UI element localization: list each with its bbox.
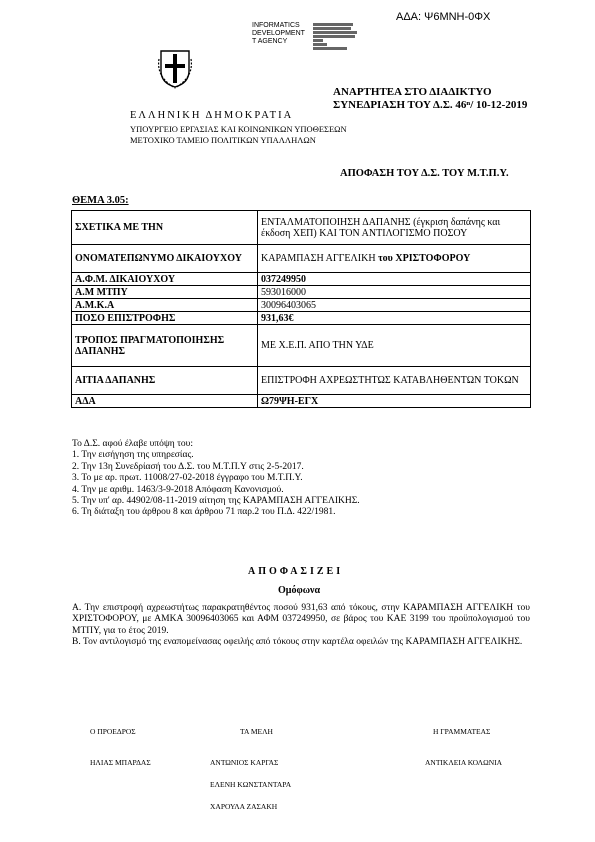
table-row <box>72 245 531 273</box>
row-label: ΑΔΑ <box>72 395 258 408</box>
row-label: Α.Μ.Κ.Α <box>72 299 258 312</box>
row-value: ΕΠΙΣΤΡΟΦΗ ΑΧΡΕΩΣΤΗΤΩΣ ΚΑΤΑΒΛΗΘΕΝΤΩΝ ΤΟΚΩΝ <box>258 367 531 395</box>
list-item: 1. Την εισήγηση της υπηρεσίας. <box>72 450 194 461</box>
republic-title: ΕΛΛΗΝΙΚΗ ΔΗΜΟΚΡΑΤΙΑ <box>130 110 294 121</box>
ministry-block: ΥΠΟΥΡΓΕΙΟ ΕΡΓΑΣΙΑΣ ΚΑΙ ΚΟΙΝΩΝΙΚΩΝ ΥΠΟΘΕΣΕΩΝ ΜΕΤΟΧΙΚΟ ΤΑΜΕΙΟ ΠΟΛΙΤΙΚΩΝ ΥΠΑΛΛΗΛΩΝ <box>130 124 347 145</box>
row-label: Α.Φ.Μ. ΔΙΚΑΙΟΥΧΟΥ <box>72 273 258 286</box>
greek-emblem-icon <box>158 47 192 94</box>
decision-paragraph-a: Α. Την επιστροφή αχρεωστήτως παρακρατηθέντος ποσού 931,63 από τόκους, στην ΚΑΡΑΜΠΑΣΗ ΑΓΓΕΛΙΚΗ του ΧΡΙΣΤΟΦΟΡΟΥ, με ΑΜΚΑ 30096403065 και ΑΦΜ 037249950, σε βάρος του ΚΑΕ 3199 του προϋπολογισμού του ΜΤΠΥ, για το έτος 2019. <box>72 603 530 636</box>
table-row <box>72 325 531 367</box>
list-item: 4. Την με αριθμ. 1463/3-9-2018 Απόφαση Κανονισμού. <box>72 484 284 495</box>
row-label: ΑΙΤΙΑ ΔΑΠΑΝΗΣ <box>72 367 258 395</box>
row-value: 037249950 <box>258 273 531 286</box>
table-row <box>72 299 531 312</box>
list-item: 5. Την υπ' αρ. 44902/08-11-2019 αίτηση της ΚΑΡΑΜΠΑΣΗ ΑΓΓΕΛΙΚΗΣ. <box>72 496 360 507</box>
decision-body <box>72 603 530 649</box>
decides-heading: ΑΠΟΦΑΣΙΖΕΙ <box>248 566 344 577</box>
member-name: ΑΝΤΩΝΙΟΣ ΚΑΡΓΑΣ <box>210 758 279 767</box>
president-title: Ο ΠΡΟΕΔΡΟΣ <box>90 727 136 736</box>
row-value: 593016000 <box>258 286 531 299</box>
table-row <box>72 312 531 325</box>
row-value: 30096403065 <box>258 299 531 312</box>
row-value: 931,63€ <box>258 312 531 325</box>
table-row <box>72 367 531 395</box>
secretary-title: Η ΓΡΑΜΜΑΤΕΑΣ <box>433 727 491 736</box>
list-item: 3. Το με αρ. πρωτ. 11008/27-02-2018 έγγραφο του Μ.Τ.Π.Υ. <box>72 473 303 484</box>
unanimous-label: Ομόφωνα <box>278 585 321 596</box>
informatics-agency-logo-text: INFORMATICS DEVELOPMENT T AGENCY <box>252 22 305 45</box>
list-item: 2. Την 13η Συνεδρίασή του Δ.Σ. του Μ.Τ.Π.Υ στις 2-5-2017. <box>72 461 304 472</box>
secretary-name: ΑΝΤΙΚΛΕΙΑ ΚΟΛΩΝΙΑ <box>425 758 503 767</box>
publish-notice: ΑΝΑΡΤΗΤΕΑ ΣΤΟ ΔΙΑΔΙΚΤΥΟ ΣΥΝΕΔΡΙΑΣΗ ΤΟΥ Δ.Σ. 46ⁿ/ 10-12-2019 <box>333 86 528 111</box>
row-label: Α.Μ ΜΤΠΥ <box>72 286 258 299</box>
ada-code: ΑΔΑ: Ψ6ΜΝΗ-0ΦΧ <box>396 11 491 23</box>
agency-fine-print <box>313 22 357 50</box>
table-row <box>72 211 531 245</box>
row-label: ΤΡΟΠΟΣ ΠΡΑΓΜΑΤΟΠΟΙΗΣΗΣ ΔΑΠΑΝΗΣ <box>72 325 258 367</box>
decision-title: ΑΠΟΦΑΣΗ ΤΟΥ Δ.Σ. ΤΟΥ Μ.Τ.Π.Υ. <box>340 168 509 179</box>
members-title: ΤΑ ΜΕΛΗ <box>240 727 273 736</box>
row-value: ΕΝΤΑΛΜΑΤΟΠΟΙΗΣΗ ΔΑΠΑΝΗΣ (έγκριση δαπάνης και έκδοση ΧΕΠ) ΚΑΙ ΤΟΝ ΑΝΤΙΛΟΓΙΣΜΟ ΠΟΣΟΥ <box>258 211 531 245</box>
table-row <box>72 395 531 408</box>
decision-paragraph-b: Β. Τον αντιλογισμό της εναπομείνασας οφειλής από τόκους στην καρτέλα οφειλών της ΚΑΡΑΜΠΑΣΗ ΑΓΓΕΛΙΚΗΣ. <box>72 637 523 648</box>
table-row <box>72 286 531 299</box>
subject-heading: ΘΕΜΑ 3.05: <box>72 195 129 206</box>
list-item: 6. Τη διάταξη του άρθρου 8 και άρθρου 71 παρ.2 του Π.Δ. 422/1981. <box>72 507 336 518</box>
considerations-list <box>72 439 360 519</box>
table-row <box>72 273 531 286</box>
row-value: Ω79ΨΗ-ΕΓΧ <box>258 395 531 408</box>
beneficiary-table <box>71 210 531 408</box>
row-label: ΣΧΕΤΙΚΑ ΜΕ ΤΗΝ <box>72 211 258 245</box>
row-value: ΜΕ Χ.Ε.Π. ΑΠΟ ΤΗΝ ΥΔΕ <box>258 325 531 367</box>
row-label: ΟΝΟΜΑΤΕΠΩΝΥΜΟ ΔΙΚΑΙΟΥΧΟΥ <box>72 245 258 273</box>
considerations-intro: Το Δ.Σ. αφού έλαβε υπόψη του: <box>72 439 194 449</box>
president-name: ΗΛΙΑΣ ΜΠΑΡΔΑΣ <box>90 758 151 767</box>
row-value: ΚΑΡΑΜΠΑΣΗ ΑΓΓΕΛΙΚΗ του ΧΡΙΣΤΟΦΟΡΟΥ <box>258 245 531 273</box>
row-label: ΠΟΣΟ ΕΠΙΣΤΡΟΦΗΣ <box>72 312 258 325</box>
member-name: ΕΛΕΝΗ ΚΩΝΣΤΑΝΤΑΡΑ <box>210 780 292 789</box>
member-name: ΧΑΡΟΥΛΑ ΖΑΣΑΚΗ <box>210 802 278 811</box>
